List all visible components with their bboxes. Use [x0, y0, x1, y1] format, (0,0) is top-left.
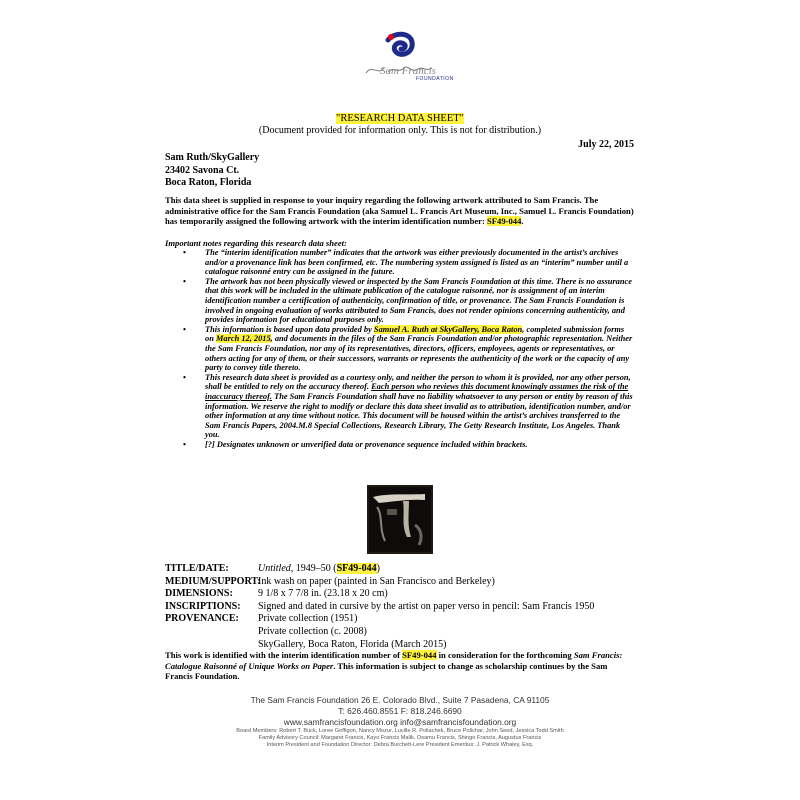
recipient-address [165, 152, 259, 190]
address-line: Sam Ruth/SkyGallery [165, 152, 260, 163]
bullet-icon: • [183, 372, 186, 382]
intro-end: . [521, 216, 524, 227]
detail-row-inscriptions [165, 601, 594, 614]
logo-script: Sam Francis [380, 65, 436, 77]
ident-text: . This information is subject to change as scholarship continues by the Sam Francis Foundation. [165, 660, 608, 682]
detail-paren: ) [376, 563, 380, 574]
note-item [165, 373, 635, 440]
detail-value [258, 563, 594, 576]
footer-president: Interim President and Foundation Director: Debra Burchett-Lere President Emeritus: J. Patrick Whaley, Esq. [266, 742, 534, 749]
identification-paragraph [165, 650, 635, 682]
detail-row-medium [165, 576, 594, 589]
notes-heading: Important notes regarding this research data sheet: [165, 238, 347, 248]
detail-row-title [165, 563, 594, 576]
catalogue-title: Sam Francis: Catalogue Raisonné of Unique Works on Paper [165, 650, 623, 671]
artwork-title: Untitled [258, 563, 291, 574]
note-item [165, 277, 635, 325]
detail-label: MEDIUM/SUPPORT: [165, 575, 261, 587]
note-text: This information is based upon data provided by [205, 324, 374, 334]
note-highlight-source: Samuel A. Ruth at SkyGallery, Boca Raton [373, 324, 523, 334]
note-text: The Sam Francis Foundation shall have no liability whatsoever to any person or entity by reason of this information. We reserve the right to modify or declare this data sheet invalid as to attribution, identification number, and/or other information at any time without notice. This document will be housed within the artist’s archives transferred to the Sam Francis Papers, 2004.M.8 Special Collections, Research Library, The Getty Research Institute, Los Angeles. Thank you. [205, 391, 633, 440]
artwork-date: , 1949–50 ( [290, 563, 337, 574]
intro-text: This data sheet is supplied in response to your inquiry regarding the following artwork attributed to Sam Francis. The administrative office for the Sam Francis Foundation (aka Samuel L. Francis Art Museum, Inc., Samuel L. Francis Foundation) has temporarily assigned the following artwork with the interim identification number: [165, 195, 634, 227]
ident-id-highlight: SF49-044 [402, 650, 437, 660]
note-highlight-date: March 12, 2015 [215, 334, 271, 344]
note-item [165, 248, 635, 277]
detail-row-provenance [165, 613, 594, 651]
bullet-icon: • [183, 248, 186, 257]
artwork-painting-icon [367, 485, 433, 554]
detail-value: Signed and dated in cursive by the artist on paper verso in pencil: Sam Francis 1950 [258, 600, 595, 612]
artwork-image [367, 485, 433, 554]
detail-value [258, 613, 594, 651]
address-line: Boca Raton, Florida [165, 177, 252, 188]
detail-row-dimensions [165, 588, 594, 601]
note-text: The “interim identification number” indicates that the artwork was either previously documented in the artist’s archives and/or a provenance link has been confirmed, etc. The numbering system assigned is listed as an “interim” number until a catalogue raisonné entry can be assigned in the future. [205, 248, 629, 277]
footer-council: Family Advisory Council: Margaret Francis, Kayo Francis Malik, Osamu Francis, Shingo Francis, Augustus Francis [258, 735, 542, 742]
intro-id-highlight: SF49-044 [487, 216, 522, 227]
note-text: , and documents in the files of the Sam Francis Foundation and/or photographic representation. Neither the Sam Francis Foundation, nor any of its representatives, directors, officers, employees, agents or representatives, or others acting for any of them, or their successors, warrants or represents the authenticity of the work or the capacity of any party to convey title thereto. [205, 334, 633, 373]
bullet-icon: • [183, 276, 186, 286]
detail-label: DIMENSIONS: [165, 588, 233, 600]
notes-list [165, 248, 635, 449]
address-line: 23402 Savona Ct. [165, 164, 240, 176]
letterhead-footer [0, 695, 800, 750]
bullet-icon: • [183, 439, 186, 449]
note-text: , completed submission forms on [205, 324, 625, 344]
document-subtitle: (Document provided for information only. This is not for distribution.) [258, 125, 542, 136]
note-text: [?] Designates unknown or unverified data or provenance sequence included within brackets. [205, 439, 528, 449]
detail-value: Ink wash on paper (painted in San Francisco and Berkeley) [258, 575, 495, 587]
footer-address: The Sam Francis Foundation 26 E. Colorado Blvd., Suite 7 Pasadena, CA 91105 [250, 695, 550, 705]
footer-web: www.samfrancisfoundation.org info@samfrancisfoundation.org [283, 717, 517, 727]
ident-text: This work is identified with the interim identification number of [165, 650, 403, 660]
logo-subtext: FOUNDATION [416, 76, 454, 82]
footer-board: Board Members: Robert T. Buck, Loree Goffigon, Nancy Mozur, Lucille R. Poliachek, Bruce Polichar, John Seed, Jessica Todd Smith [236, 728, 564, 734]
detail-label: PROVENANCE: [165, 613, 239, 625]
footer-phone: T: 626.460.8551 F: 818.246.6690 [338, 706, 462, 716]
detail-label: TITLE/DATE: [165, 563, 229, 574]
provenance-entry: SkyGallery, Boca Raton, Florida (March 2015) [258, 638, 447, 650]
document-title-text: "RESEARCH DATA SHEET" [336, 113, 464, 124]
note-item [165, 325, 635, 373]
intro-paragraph [165, 195, 635, 227]
note-item [165, 440, 635, 450]
note-text: This research data sheet is provided as a courtesy only, and neither the person to whom it is provided, nor any other person, shall be entitled to rely on the accuracy thereof. [205, 372, 631, 392]
artwork-details [165, 563, 594, 651]
note-text: The artwork has not been physically viewed or inspected by the Sam Francis Foundation at this time. There is no assurance that this work will be included in the ultimate publication of the catalogue raisonné, nor is assignment of an interim identification number a certification of authenticity, confirmation of title, or provenance. The Sam Francis Foundation is involved in ongoing evaluation of works attributed to Sam Francis, does not render opinions concerning authenticity, and provides information for educational purposes only. [205, 276, 632, 325]
provenance-entry: Private collection (1951) [258, 613, 358, 625]
provenance-entry: Private collection (c. 2008) [258, 625, 367, 637]
detail-value: 9 1/8 x 7 7/8 in. (23.18 x 20 cm) [258, 588, 388, 600]
bullet-icon: • [183, 324, 186, 334]
detail-label: INSCRIPTIONS: [165, 600, 241, 612]
document-title [0, 113, 800, 124]
foundation-logo [358, 28, 458, 84]
artwork-id-highlight: SF49-044 [336, 563, 377, 574]
note-underlined-text: Each person who reviews this document knowingly assumes the risk of the inaccuracy thereof. [205, 382, 629, 401]
document-date: July 22, 2015 [578, 139, 634, 150]
ident-text: in consideration for the forthcoming [436, 650, 574, 660]
